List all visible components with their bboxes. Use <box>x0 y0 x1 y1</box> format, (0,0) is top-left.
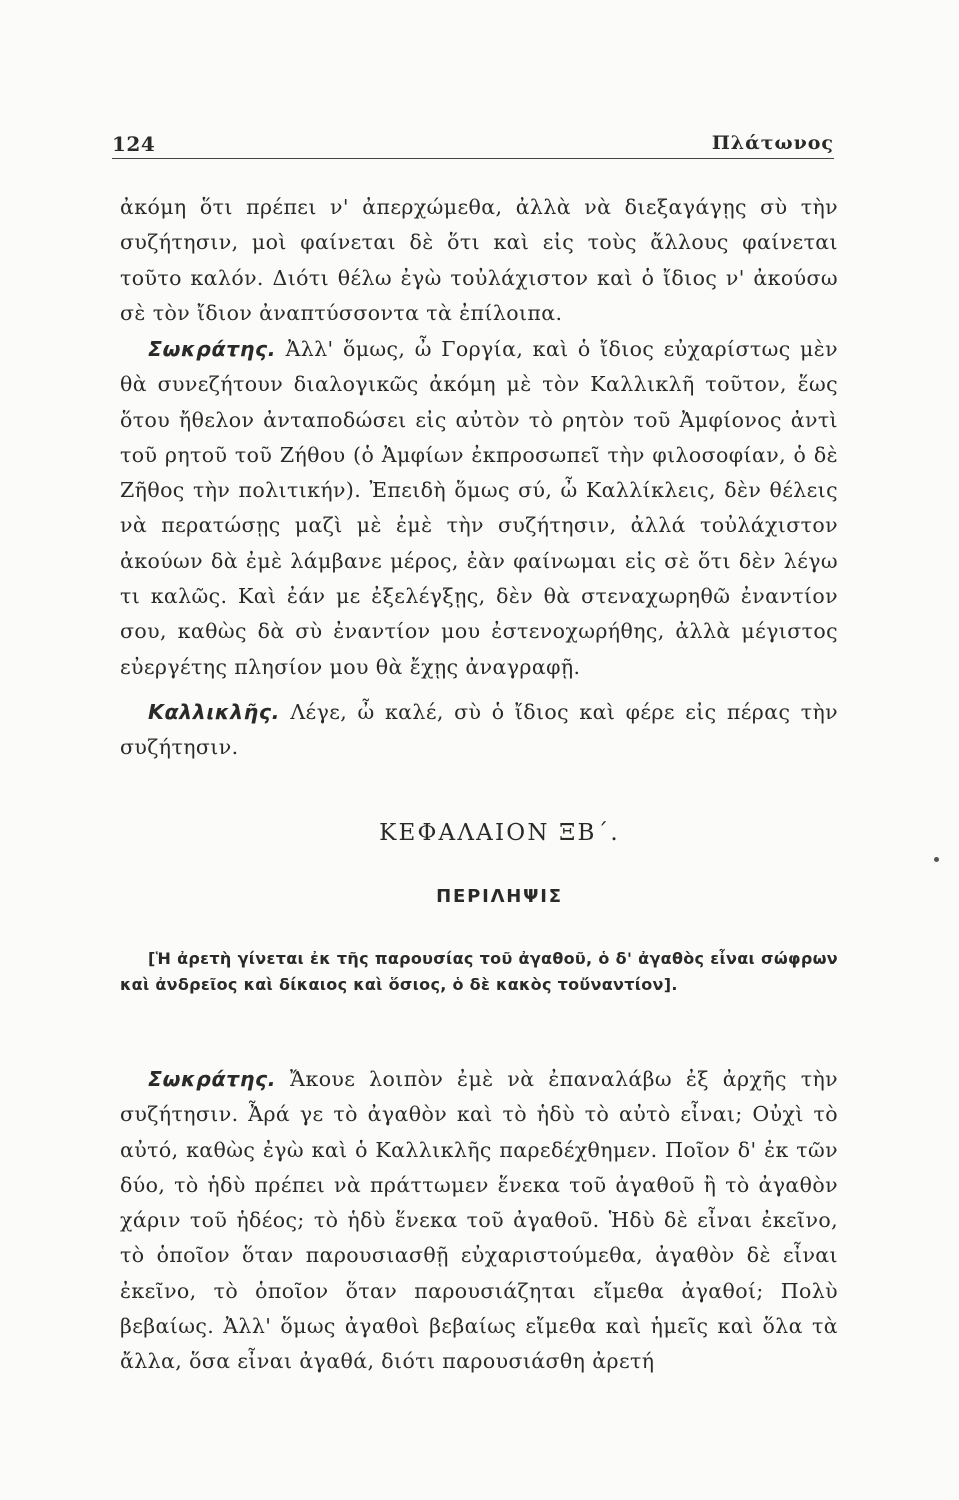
page-header <box>112 128 834 158</box>
speaker-name: Σωκράτης. <box>148 337 277 361</box>
paragraph-2-text: Ἀλλ' ὅμως, ὦ Γοργία, καὶ ὁ ἴδιος εὐχαρίστως μὲν θὰ συνεζήτουν διαλογικῶς ἀκόμη μὲ τὸν Καλλικλῆ τοῦτον, ἕως ὅτου ἤθελον ἀνταποδώσει εἰς αὐτὸν τὸ ρητὸν τοῦ Ἀμφίονος ἀντὶ τοῦ ρητοῦ τοῦ Ζήθου (ὁ Ἀμφίων ἐκπροσωπεῖ τὴν φιλοσοφίαν, ὁ δὲ Ζῆθος τὴν πολιτικήν). Ἐπειδὴ ὅμως σύ, ὦ Καλλίκλεις, δὲν θέλεις νὰ περατώσῃς μαζὶ μὲ ἐμὲ τὴν συζήτησιν, ἀλλά τοὐλάχιστον ἀκούων δὰ ἐμὲ λάμβανε μέρος, ἐὰν φαίνωμαι εἰς σὲ ὅτι δὲν λέγω τι καλῶς. Καὶ ἐάν με ἐξελέγξῃς, δὲν θὰ στεναχωρηθῶ ἐναντίον σου, καθὼς δὰ σὺ ἐναντίον μου ἐστενοχωρήθης, ἀλλὰ μέγιστος εὐεργέτης πλησίον μου θὰ ἔχῃς ἀναγραφῇ. <box>120 337 838 679</box>
running-head: Πλάτωνος <box>711 132 834 154</box>
page-number: 124 <box>112 132 156 156</box>
paragraph-3 <box>120 695 838 766</box>
paragraph-4 <box>120 1062 838 1380</box>
paragraph-1: ἀκόμη ὅτι πρέπει ν' ἀπερχώμεθα, ἀλλὰ νὰ διεξαγάγῃς σὺ τὴν συζήτησιν, μοὶ φαίνεται δὲ ὅτι καὶ εἰς τοὺς ἄλλους φαίνεται τοῦτο καλόν. Διότι θέλω ἐγὼ τοὐλάχιστον καὶ ὁ ἴδιος ν' ἀκούσω σὲ τὸν ἴδιον ἀναπτύσσοντα τὰ ἐπίλοιπα. <box>120 195 838 325</box>
print-speck <box>934 857 939 862</box>
summary-heading: ΠΕΡΙΛΗΨΙΣ <box>436 886 563 907</box>
header-rule <box>112 158 834 159</box>
paragraph-2 <box>120 332 838 685</box>
paragraph-4-text: Ἄκουε λοιπὸν ἐμὲ νὰ ἐπαναλάβω ἐξ ἀρχῆς τὴν συζήτησιν. Ἆρά γε τὸ ἀγαθὸν καὶ τὸ ἡδὺ τὸ αὐτὸ εἶναι; Οὐχὶ τὸ αὐτό, καθὼς ἐγὼ καὶ ὁ Καλλικλῆς παρεδέχθημεν. Ποῖον δ' ἐκ τῶν δύο, τὸ ἡδὺ πρέπει νὰ πράττωμεν ἕνεκα τοῦ ἀγαθοῦ ἢ τὸ ἀγαθὸν χάριν τοῦ ἡδέος; τὸ ἡδὺ ἕνεκα τοῦ ἀγαθοῦ. Ἡδὺ δὲ εἶναι ἐκεῖνο, τὸ ὁποῖον ὅταν παρουσιασθῇ εὐχαριστούμεθα, ἀγαθὸν δὲ εἶναι ἐκεῖνο, τὸ ὁποῖον ὅταν παρουσιάζηται εἴμεθα ἀγαθοί; Πολὺ βεβαίως. Ἀλλ' ὅμως ἀγαθοὶ βεβαίως εἴμεθα καὶ ἡμεῖς καὶ ὅλα τὰ ἄλλα, ὅσα εἶναι ἀγαθά, διότι παρουσιάσθη ἀρετή <box>120 1067 838 1374</box>
chapter-title: ΚΕΦΑΛΑΙΟΝ ΞΒ΄. <box>379 820 620 846</box>
speaker-name: Σωκράτης. <box>148 1067 277 1091</box>
speaker-name: Καλλικλῆς. <box>148 700 280 724</box>
paragraph-3-text: Λέγε, ὦ καλέ, σὺ ὁ ἴδιος καὶ φέρε εἰς πέρας τὴν συζήτησιν. <box>120 700 838 760</box>
chapter-summary: [Ἡ ἀρετὴ γίνεται ἐκ τῆς παρουσίας τοῦ ἀγαθοῦ, ὁ δ' ἀγαθὸς εἶναι σώφρων καὶ ἀνδρεῖος καὶ δίκαιος καὶ ὅσιος, ὁ δὲ κακὸς τοὔναντίον]. <box>120 949 838 994</box>
